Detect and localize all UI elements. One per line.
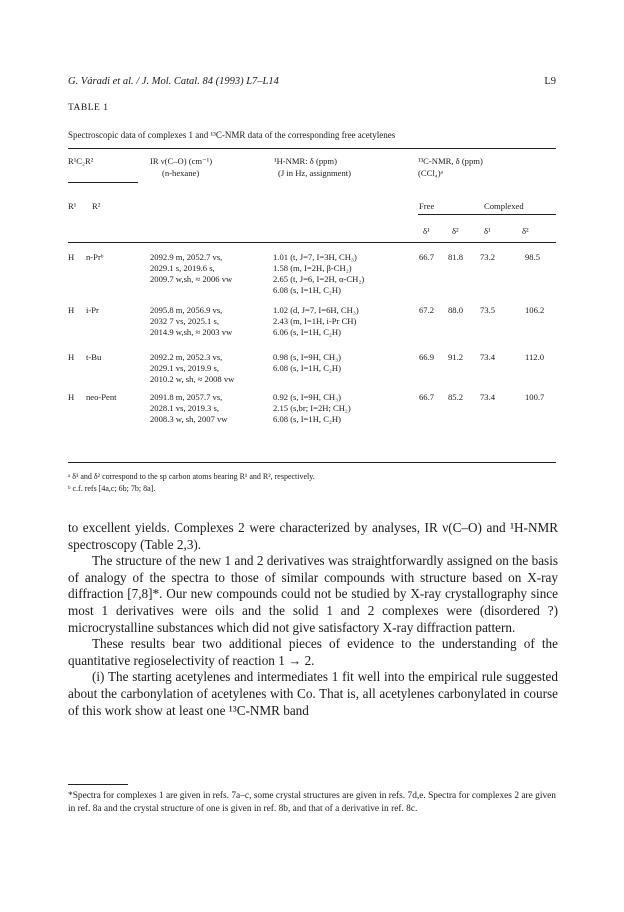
header-sub-rule bbox=[68, 182, 138, 183]
cell-ir-line: 2092.2 m, 2052.3 vs, bbox=[150, 352, 223, 362]
body-text bbox=[68, 520, 558, 719]
col-head-d2-complexed: δ² bbox=[522, 226, 529, 236]
cell-free-d2: 91.2 bbox=[448, 352, 464, 362]
cell-complexed-d1: 73.4 bbox=[480, 352, 496, 362]
cell-free-d1: 66.9 bbox=[419, 352, 435, 362]
cell-r2: t-Bu bbox=[86, 352, 102, 362]
col-head-ir: IR ν(C–O) (cm⁻¹) bbox=[150, 156, 213, 166]
cell-hnmr-line: 1.01 (t, J=7, I=3H, CH₃) bbox=[273, 252, 357, 262]
cell-ir-line: 2009.7 w,sh, ≈ 2006 vw bbox=[150, 274, 233, 284]
page-number: L9 bbox=[544, 76, 556, 87]
cell-ir-line: 2091.8 m, 2057.7 vs, bbox=[150, 392, 223, 402]
cell-hnmr-line: 1.02 (d, J=7, I=6H, CH₃) bbox=[273, 305, 359, 315]
page-footnote: *Spectra for complexes 1 are given in refs. 7a–c, some crystal structures are given in refs. 7d,e. Spectra for complexes 2 are given in ref. 8a and the crystal structure of one is given in ref. 8b, and that of a derivative in ref. 8c. bbox=[68, 791, 556, 814]
cell-ir-line: 2028.1 vs, 2019.3 s, bbox=[150, 403, 219, 413]
cell-r1: H bbox=[68, 305, 75, 315]
cell-complexed-d1: 73.5 bbox=[480, 305, 496, 315]
free-complexed-rule bbox=[418, 214, 556, 215]
cell-r1: H bbox=[68, 252, 75, 262]
cell-ir-line: 2014.9 w,sh, ≈ 2003 vw bbox=[150, 327, 233, 337]
cell-ir-line: 2029.1 vs, 2019.9 s, bbox=[150, 363, 219, 373]
cell-r2: neo-Pent bbox=[86, 392, 117, 402]
table-caption: Spectroscopic data of complexes 1 and ¹³C-NMR data of the corresponding free acetylenes bbox=[68, 130, 396, 140]
cell-hnmr-line: 2.65 (t, J=6, I=2H, α-CH₂) bbox=[273, 274, 365, 284]
cell-complexed-d2: 112.0 bbox=[525, 352, 545, 362]
cell-hnmr-line: 2.43 (m, I=1H, i-Pr CH) bbox=[273, 316, 357, 326]
col-head-r2: R² bbox=[92, 201, 101, 211]
col-head-ir-solvent: (n-hexane) bbox=[162, 168, 200, 178]
col-head-d1-free: δ¹ bbox=[423, 226, 430, 236]
paragraph-4: (i) The starting acetylenes and intermediates 1 fit well into the empirical rule suggested about the carbonylation of acetylenes with Co. That is, all acetylenes carbonylated in course of this work show at least one ¹³C-NMR band bbox=[68, 669, 558, 718]
cell-r2: i-Pr bbox=[86, 305, 99, 315]
cell-hnmr-line: 1.58 (m, I=2H, β-CH₂) bbox=[273, 263, 352, 273]
cell-hnmr-line: 6.08 (s, I=1H, C₂H) bbox=[273, 414, 341, 424]
cell-ir-line: 2008.3 w, sh, 2007 vw bbox=[150, 414, 228, 424]
cell-free-d2: 88.0 bbox=[448, 305, 464, 315]
cell-free-d1: 67.2 bbox=[419, 305, 435, 315]
paragraph-3: These results bear two additional pieces of evidence to the understanding of the quantitative regioselectivity of reaction 1 → 2. bbox=[68, 636, 558, 668]
cell-r1: H bbox=[68, 352, 75, 362]
cell-complexed-d2: 100.7 bbox=[525, 392, 545, 402]
col-head-hnmr: ¹H-NMR: δ (ppm) bbox=[274, 156, 337, 166]
cell-hnmr-line: 6.08 (s, I=1H, C₂H) bbox=[273, 363, 341, 373]
header-bottom-rule bbox=[68, 242, 556, 243]
col-head-hnmr-units: (J in Hz, assignment) bbox=[278, 168, 352, 178]
col-head-d1-complexed: δ¹ bbox=[484, 226, 491, 236]
table-footnote-b: ᵇ c.f. refs [4a,c; 6b; 7b; 8a]. bbox=[68, 484, 156, 493]
cell-free-d2: 85.2 bbox=[448, 392, 464, 402]
col-head-r1: R¹ bbox=[68, 201, 77, 211]
col-head-cnmr: ¹³C-NMR, δ (ppm) bbox=[418, 156, 483, 166]
cell-complexed-d2: 106.2 bbox=[525, 305, 545, 315]
table-title: TABLE 1 bbox=[68, 103, 109, 113]
cell-free-d1: 66.7 bbox=[419, 252, 435, 262]
col-head-compound: R¹C₂R² bbox=[68, 156, 94, 166]
cell-ir-line: 2095.8 m, 2056.9 vs, bbox=[150, 305, 223, 315]
table-bottom-rule bbox=[68, 462, 556, 463]
cell-ir-line: 2010.2 w, sh, ≈ 2008 vw bbox=[150, 374, 235, 384]
footnote-rule bbox=[68, 784, 128, 785]
cell-hnmr-line: 0.98 (s, I=9H, CH₃) bbox=[273, 352, 341, 362]
cell-ir-line: 2092.9 m, 2052.7 vs, bbox=[150, 252, 223, 262]
cell-hnmr-line: 0.92 (s, I=9H, CH₃) bbox=[273, 392, 341, 402]
cell-ir-line: 2032 7 vs, 2025.1 s, bbox=[150, 316, 219, 326]
cell-r2: n-Prᵇ bbox=[86, 252, 104, 262]
cell-complexed-d2: 98.5 bbox=[525, 252, 541, 262]
running-header-citation: G. Váradi et al. / J. Mol. Catal. 84 (1993) L7–L14 bbox=[68, 76, 279, 87]
cell-r1: H bbox=[68, 392, 75, 402]
col-head-cnmr-solvent: (CCl₄)ᵃ bbox=[418, 168, 443, 178]
table-top-rule bbox=[68, 148, 556, 149]
table-footnote-a: ᵃ δ¹ and δ² correspond to the sp carbon atoms bearing R¹ and R², respectively. bbox=[68, 472, 315, 481]
cell-hnmr-line: 6.08 (s, I=1H, C₂H) bbox=[273, 285, 341, 295]
cell-free-d1: 66.7 bbox=[419, 392, 435, 402]
cell-free-d2: 81.8 bbox=[448, 252, 464, 262]
cell-complexed-d1: 73.4 bbox=[480, 392, 496, 402]
cell-hnmr-line: 6.06 (s, I=1H, C₂H) bbox=[273, 327, 341, 337]
cell-hnmr-line: 2.15 (s,br; I=2H; CH₂) bbox=[273, 403, 351, 413]
col-head-complexed: Complexed bbox=[484, 201, 524, 211]
paragraph-1: to excellent yields. Complexes 2 were characterized by analyses, IR ν(C–O) and ¹H-NMR spectroscopy (Table 2,3). bbox=[68, 520, 558, 552]
col-head-free: Free bbox=[419, 201, 435, 211]
cell-complexed-d1: 73.2 bbox=[480, 252, 496, 262]
cell-ir-line: 2029.1 s, 2019.6 s, bbox=[150, 263, 215, 273]
paragraph-2: The structure of the new 1 and 2 derivatives was straightforwardly assigned on the basis of analogy of the spectra to those of similar compounds with structure based on X-ray diffraction [7,8]*. Our new compounds could not be studied by X-ray crystallography since most 1 derivatives were oils and the solid 1 and 2 complexes were (disordered ?) microcrystalline substances which did not give satisfactory X-ray diffraction pattern. bbox=[68, 553, 558, 635]
col-head-d2-free: δ² bbox=[452, 226, 459, 236]
